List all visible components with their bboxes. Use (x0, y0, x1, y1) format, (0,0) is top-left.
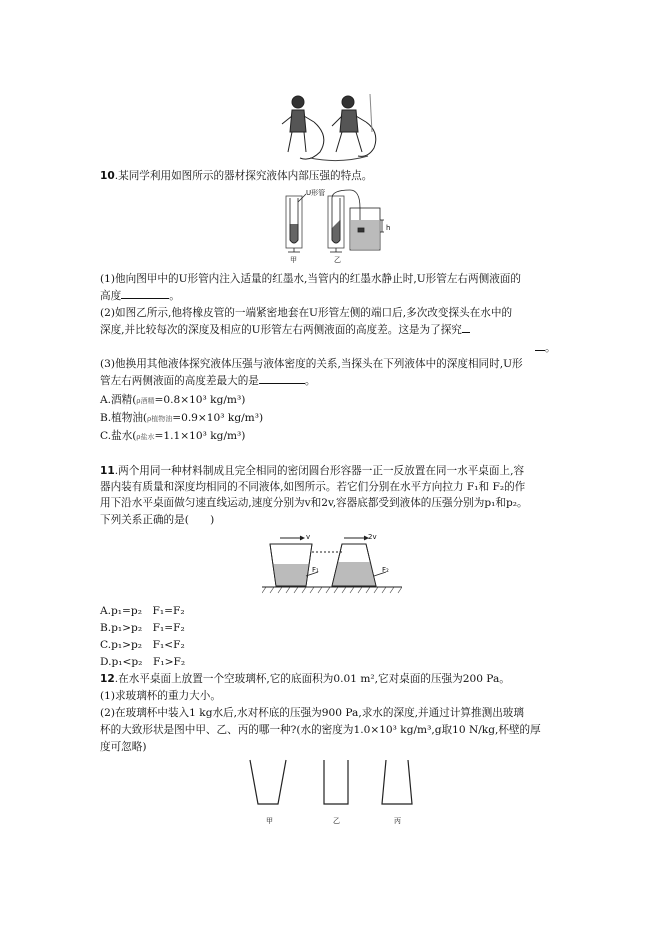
q12-line5: 度可忽略) (100, 741, 147, 753)
top-illustration (270, 92, 390, 164)
q12-line3: (2)在玻璃杯中装入1 kg水后,水对杯底的压强为900 Pa,求水的深度,并通过计算推测出玻璃 (100, 707, 524, 719)
q10-part3-line2: 管左右两侧液面的高度差最大的是 。 (100, 372, 316, 388)
q10-figure (280, 188, 390, 264)
q11-line4: 下列关系正确的是( ) (100, 514, 215, 526)
q11-figure (262, 530, 402, 598)
q10-option-c: C.盐水(ρ盐水=1.1×10³ kg/m³) (100, 430, 246, 442)
q10-fig-caption-jia: 甲 (290, 256, 297, 264)
q11-line2: 器内装有质量和深度均相同的不同液体,如图所示。若它们分别在水平方向拉力 F₁和 F₂的作 (100, 481, 526, 493)
q10-option-a: A.酒精(ρ酒精=0.8×10³ kg/m³) (100, 394, 246, 406)
q12-number: 12 (100, 673, 115, 685)
q11-fig-f2: F₂ (382, 566, 389, 574)
q11-option-b: B.p₁>p₂ F₁=F₂ (100, 622, 185, 634)
q12-line4: 杯的大致形状是图中甲、乙、丙的哪一种?(水的密度为1.0×10³ kg/m³,g取10 N/kg,杯壁的厚 (100, 724, 541, 736)
q11-fig-v: v (306, 533, 311, 541)
q11-option-d: D.p₁<p₂ F₁>F₂ (100, 656, 186, 668)
q12-caption-yi: 乙 (333, 817, 340, 825)
q11-fig-f1: F₁ (312, 566, 319, 574)
q11-line3: 用下沿水平桌面做匀速直线运动,速度分别为v和2v,容器底都受到液体的压强分别为p₁和p₂。 (100, 497, 528, 509)
q10-blank-2b[interactable] (535, 339, 545, 351)
q10-blank-3[interactable] (259, 372, 305, 384)
q10-blank-2a[interactable] (462, 321, 470, 333)
q12-line2: (1)求玻璃杯的重力大小。 (100, 690, 221, 702)
q12-caption-bing: 丙 (394, 817, 401, 825)
q10-number: 10 (100, 170, 115, 182)
q12-line1: 12.在水平桌面上放置一个空玻璃杯,它的底面积为0.01 m²,它对桌面的压强为200 Pa。 (100, 673, 510, 685)
q10-part1-line2: 高度 。 (100, 287, 180, 303)
q10-part3-line1: (3)他换用其他液体探究液体压强与液体密度的关系,当探头在下列液体中的深度相同时,U形 (100, 358, 523, 370)
q11-fig-2v: 2v (368, 533, 377, 541)
q12-figure (248, 758, 418, 810)
q12-caption-jia: 甲 (266, 817, 273, 825)
q10-stem: 10.某同学利用如图所示的器材探究液体内部压强的特点。 (100, 170, 373, 182)
q10-option-b: B.植物油(ρ植物油=0.9×10³ kg/m³) (100, 412, 264, 424)
q10-part2-line2: 深度,并比较每次的深度及相应的U形管左右两侧液面的高度差。这是为了探究 (100, 321, 470, 337)
q11-option-c: C.p₁>p₂ F₁<F₂ (100, 639, 185, 651)
q11-number: 11 (100, 465, 115, 477)
q11-line1: 11.两个用同一种材料制成且完全相同的密闭圆台形容器一正一反放置在同一水平桌面上,容 (100, 465, 525, 477)
q10-fig-caption-yi: 乙 (334, 256, 341, 264)
q10-fig-label-h: h (386, 224, 391, 232)
q11-option-a: A.p₁=p₂ F₁=F₂ (100, 605, 185, 617)
q10-part2-line3: 。 (535, 339, 556, 355)
q10-part1-line1: (1)他向图甲中的U形管内注入适量的红墨水,当管内的红墨水静止时,U形管左右两侧液面的 (100, 273, 521, 285)
q10-fig-label-tube: U形管 (306, 189, 326, 197)
q10-part2-line1: (2)如图乙所示,他将橡皮管的一端紧密地套在U形管左侧的端口后,多次改变探头在水中的 (100, 307, 513, 319)
q10-blank-1[interactable] (121, 287, 169, 299)
